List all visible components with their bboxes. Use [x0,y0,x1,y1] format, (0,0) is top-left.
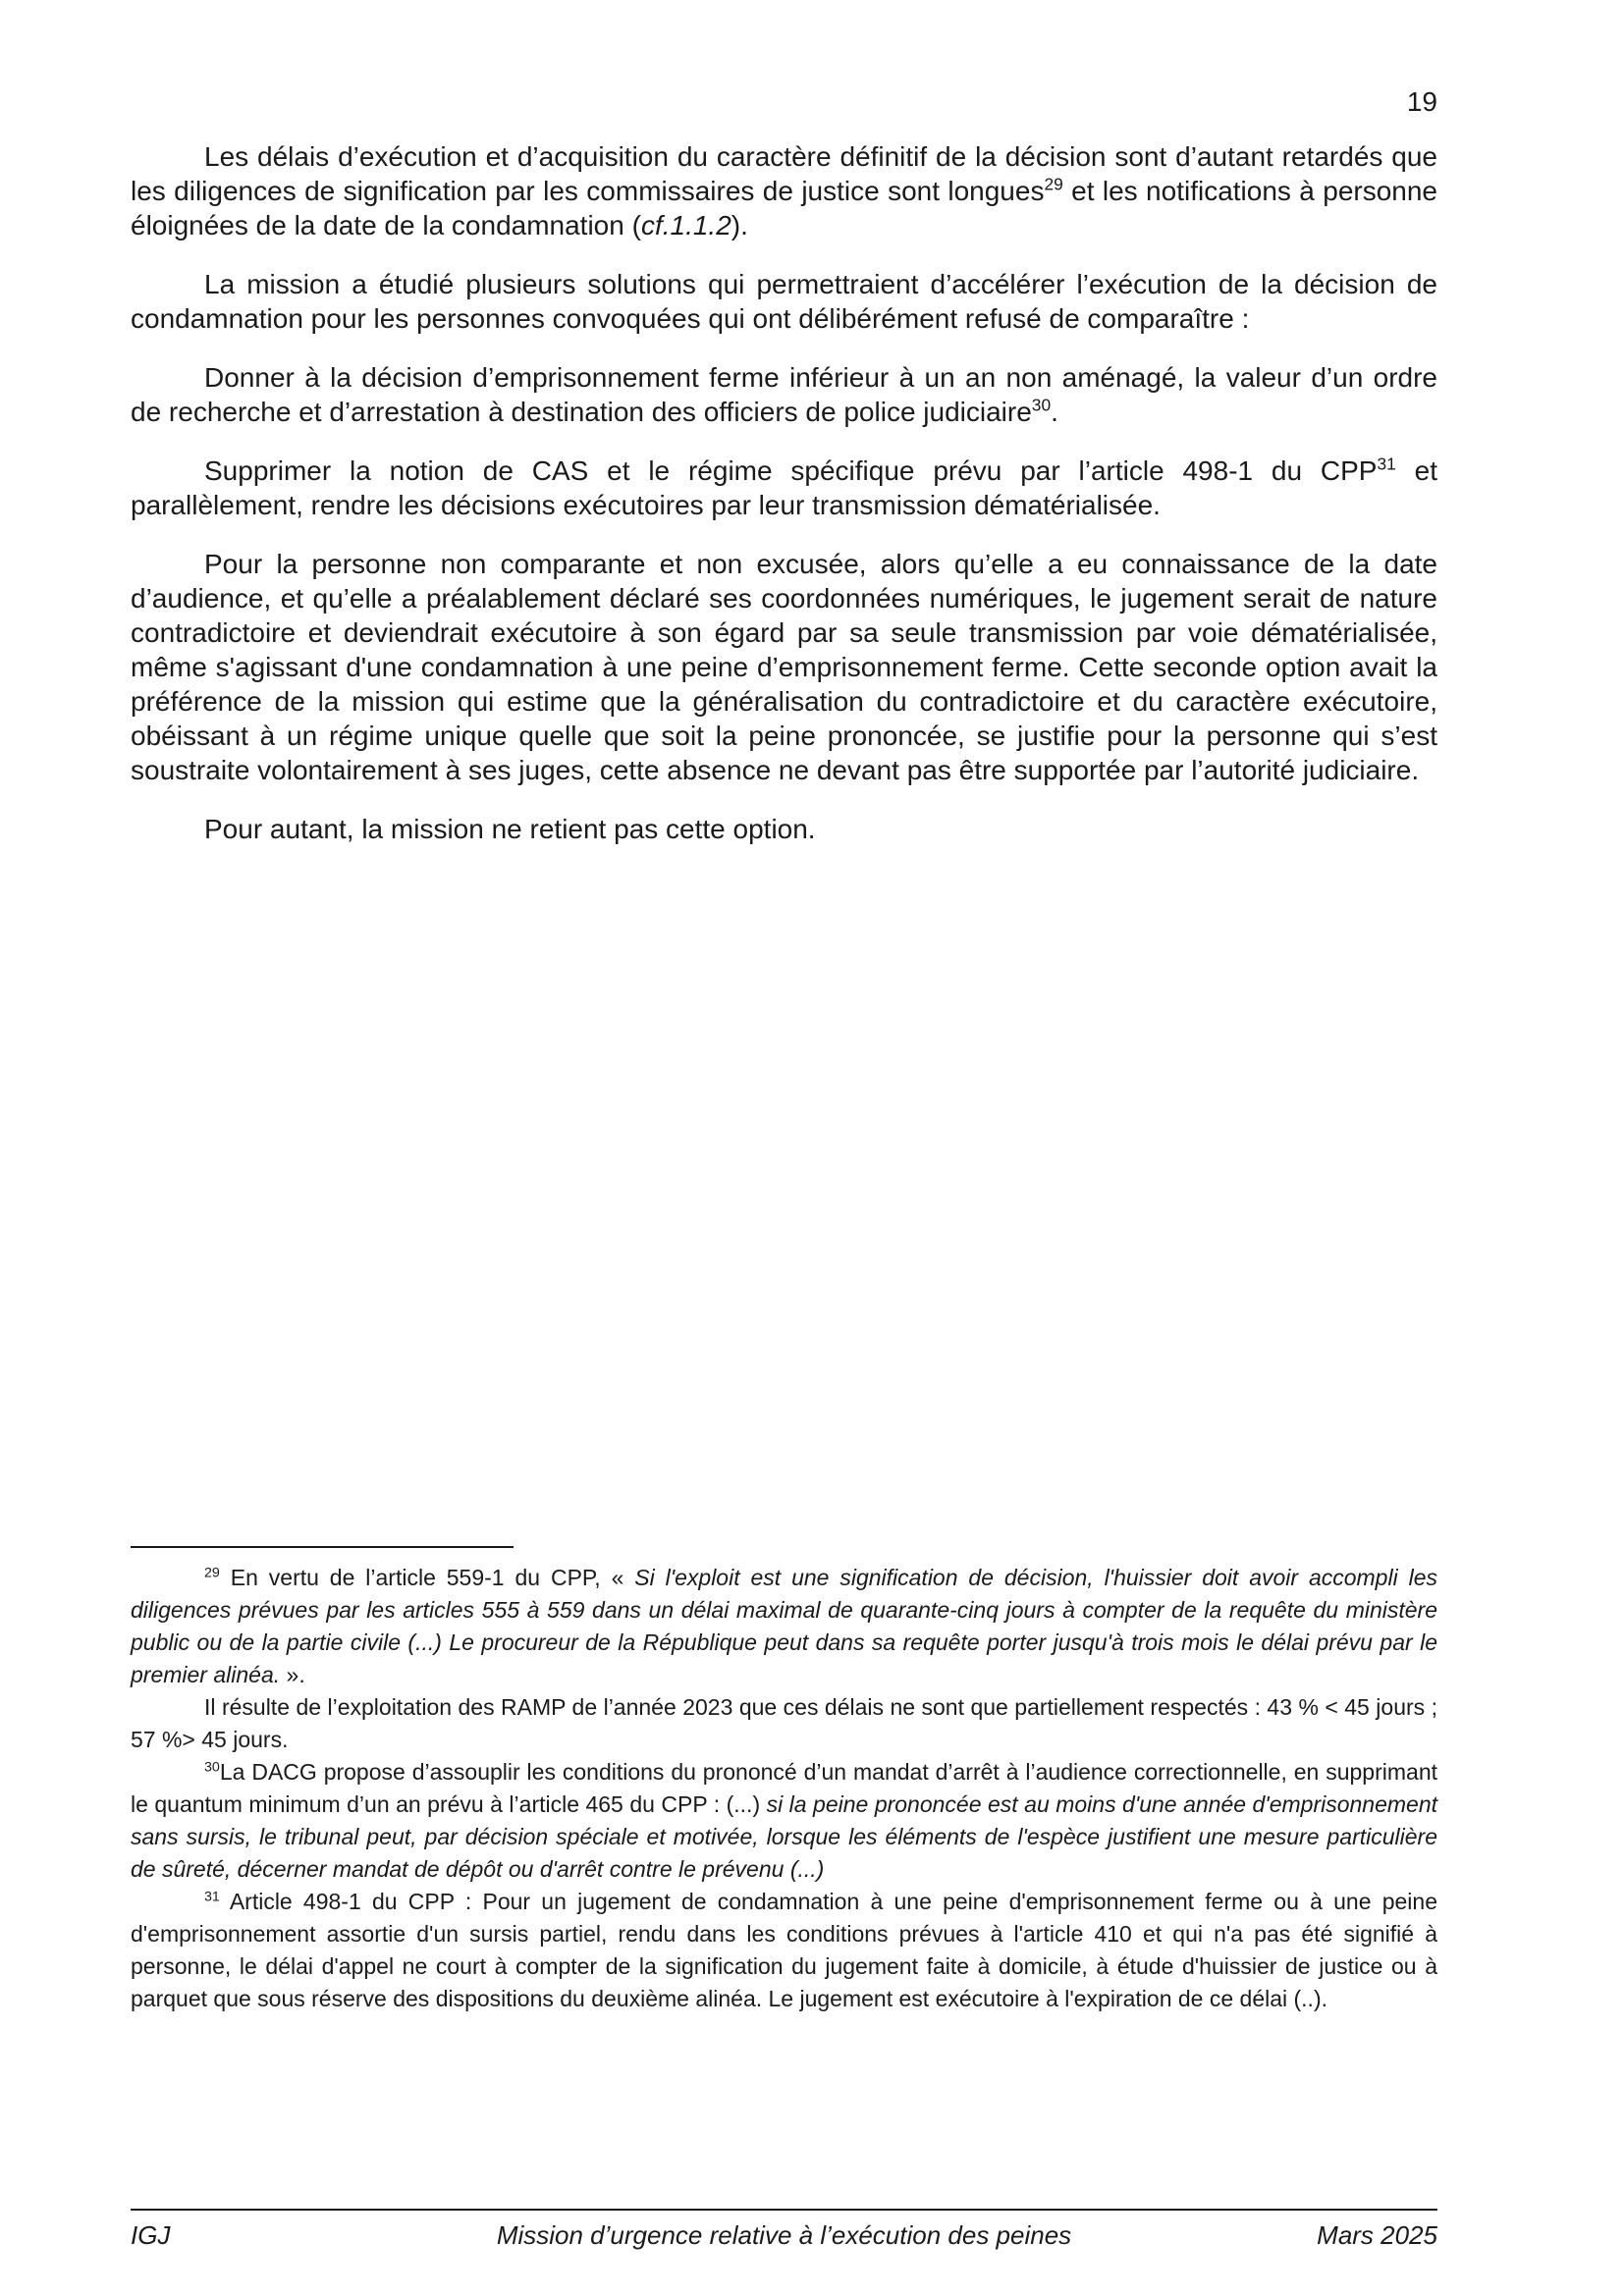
page-number: 19 [1406,86,1437,117]
text-segment: et les notifications à personne éloignées de la date de la condamnation ( [131,176,1438,240]
text-segment: Supprimer la notion de CAS et le régime spécifique prévu par l’article 498-1 du CPP [204,455,1378,486]
footnote [131,1886,1437,2015]
body-paragraph [131,139,1437,242]
footnote-reference: 30 [204,1759,220,1776]
footer-date: Mars 2025 [1317,2220,1437,2250]
body-paragraph [131,547,1437,787]
page-footer [131,2209,1437,2251]
text-segment: Pour la personne non comparante et non excusée, alors qu’elle a eu connaissance de la date d’audience, et qu’elle a préalablement déclaré ses coordonnées numériques, le jugement serait de nature contradictoire et deviendrait exécutoire à son égard par sa seule transmission par voie dématérialisée, même s'agissant d'une condamnation à une peine d’emprisonnement ferme. Cette seconde option avait la préférence de la mission qui estime que la généralisation du contradictoire et du caractère exécutoire, obéissant à un régime unique quelle que soit la peine prononcée, se justifie pour la personne qui s’est soustraite volontairement à ses juges, cette absence ne devant pas être supportée par l’autorité judiciaire. [131,549,1437,785]
text-segment: et parallèlement, rendre les décisions exécutoires par leur transmission dématérialisée. [131,455,1437,520]
footnote-reference: 29 [204,1565,220,1581]
footnote-reference: 30 [1031,395,1052,415]
text-segment: ). [731,210,748,240]
footer-author: IGJ [131,2220,171,2250]
footnote [131,1756,1437,1886]
footnote-reference: 31 [204,1889,220,1905]
text-segment: La mission a étudié plusieurs solutions qui permettraient d’accélérer l’exécution de la décision de condamnation pour les personnes convoquées qui ont délibérément refusé de comparaître : [131,269,1437,334]
text-segment: si la peine prononcée est au moins d'une année d'emprisonnement sans sursis, le tribunal peut, par décision spéciale et motivée, lorsque les éléments de l'espèce justifient une mesure particulière de sûreté, décerner mandat de dépôt ou d'arrêt contre le prévenu (...) [131,1791,1438,1882]
text-segment: Donner à la décision d’emprisonnement ferme inférieur à un an non aménagé, la valeur d’un ordre de recherche et d’arrestation à destination des officiers de police judiciaire [131,362,1437,427]
footnote-separator [131,1546,514,1548]
footnote-reference: 29 [1044,174,1063,194]
text-segment: La DACG propose d’assouplir les conditions du prononcé d’un mandat d’arrêt à l’audience correctionnelle, en supprimant le quantum minimum d’un an prévu à l’article 465 du CPP : (...) [131,1759,1437,1817]
body-paragraph [131,360,1437,429]
body-paragraph [131,812,1437,846]
text-segment: En vertu de l’article 559-1 du CPP, « [219,1565,635,1590]
text-segment: Si l'exploit est une signification de décision, l'huissier doit avoir accompli les diligences prévues par les articles 555 à 559 dans un délai maximal de quarante-cinq jours à compter de la requête du ministère public ou de la partie civile (...) Le procureur de la République peut dans sa requête porter jusqu'à trois mois le délai prévu par le premier alinéa. [131,1565,1437,1687]
document-body [131,139,1437,871]
text-segment: Les délais d’exécution et d’acquisition du caractère définitif de la décision sont d’autant retardés que les diligences de signification par les commissaires de justice sont longues [131,141,1437,206]
body-paragraph [131,454,1437,522]
footnote-reference: 31 [1377,454,1396,474]
footnote [131,1691,1437,1756]
body-paragraph [131,267,1437,336]
text-segment: Article 498-1 du CPP : Pour un jugement de condamnation à une peine d'emprisonnement ferme ou à une peine d'emprisonnement assortie d'un sursis partiel, rendu dans les conditions prévues à l'article 410 et qui n'a pas été signifié à personne, le délai d'appel ne court à compter de la signification du jugement faite à domicile, à étude d'huissier de justice ou à parquet que sous réserve des dispositions du deuxième alinéa. Le jugement est exécutoire à l'expiration de ce délai (..). [131,1889,1437,2011]
footer-title: Mission d’urgence relative à l’exécution des peines [496,2220,1072,2250]
footnote-list [131,1562,1437,2015]
footnote-area [131,1546,1437,2015]
text-segment: . [1051,397,1058,427]
text-segment: cf.1.1.2 [640,210,731,240]
text-segment: Il résulte de l’exploitation des RAMP de l’année 2023 que ces délais ne sont que partiellement respectés : 43 % < 45 jours ; 57 %> 45 jours. [131,1694,1437,1752]
footnote [131,1562,1437,1691]
text-segment: Pour autant, la mission ne retient pas cette option. [204,814,816,844]
text-segment: ». [280,1662,305,1687]
